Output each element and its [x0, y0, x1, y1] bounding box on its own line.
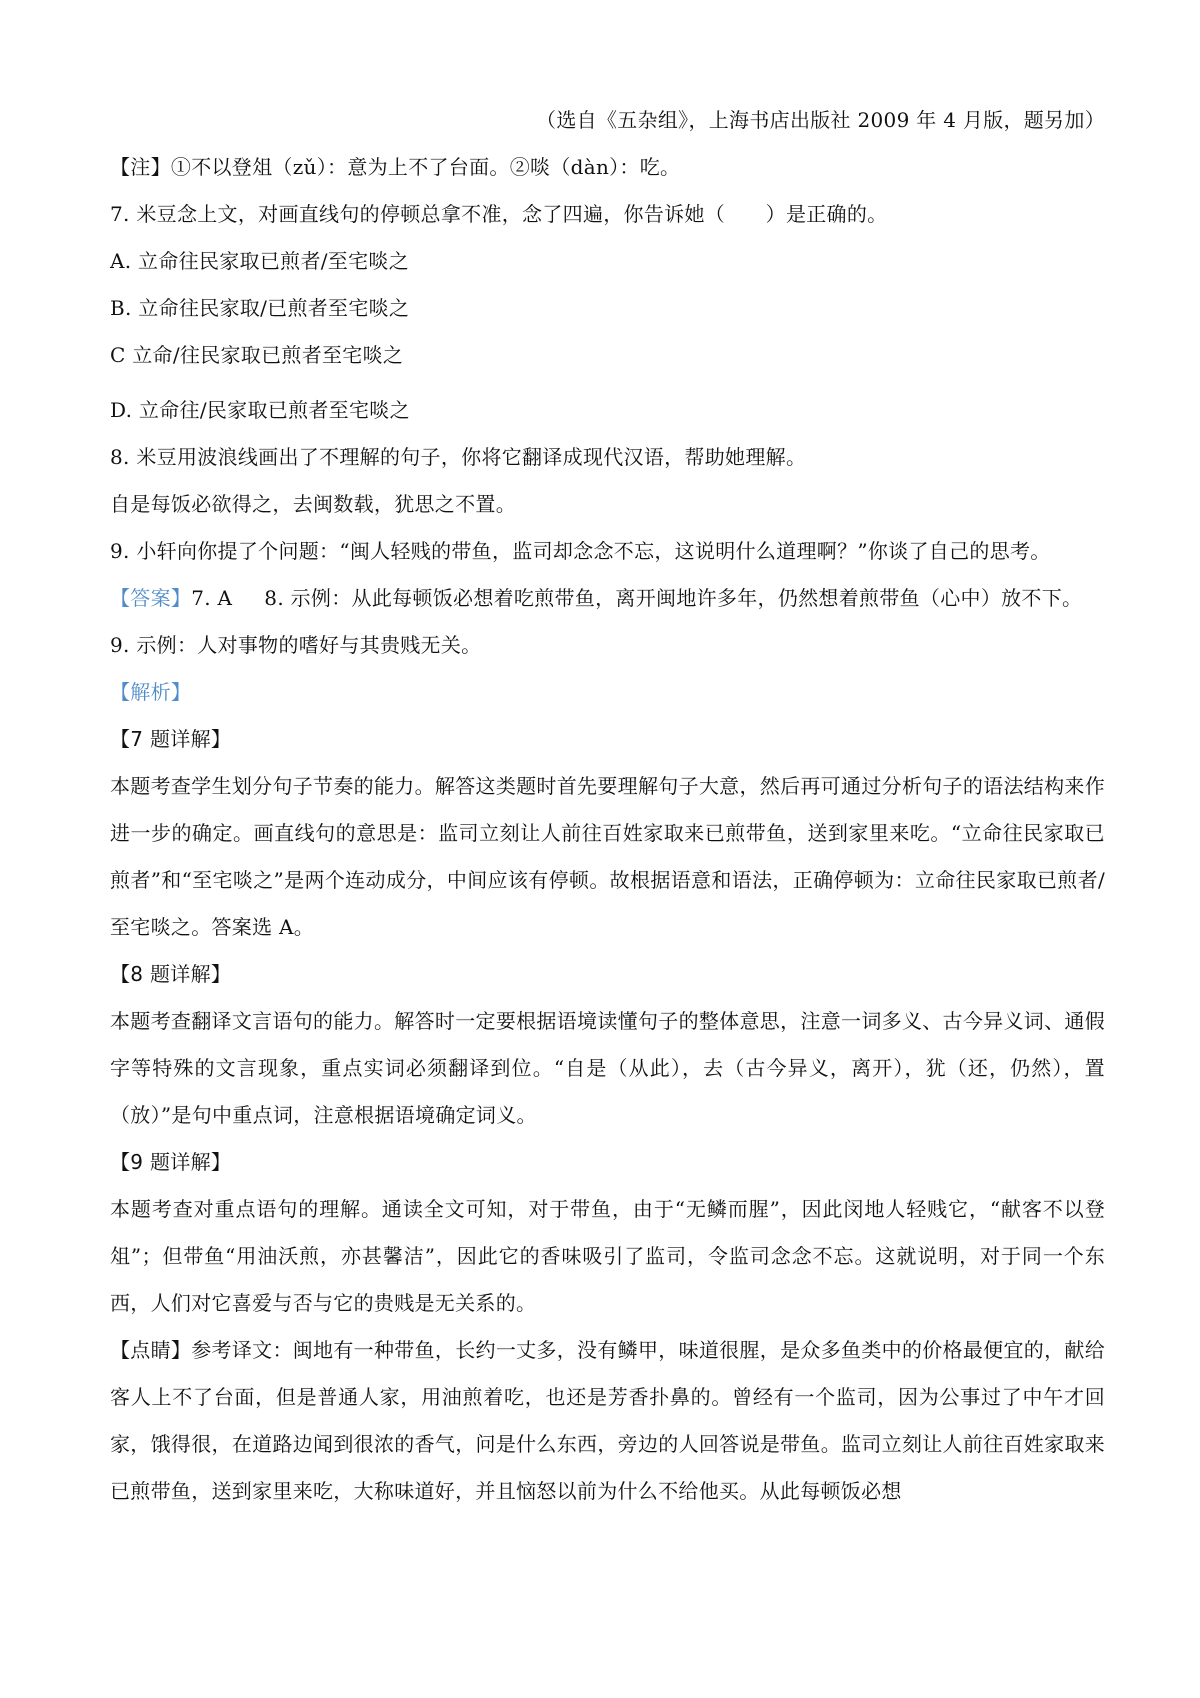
- detail-8-text: 本题考查翻译文言语句的能力。解答时一定要根据语境读懂句子的整体意思，注意一词多义、古今异义词、通假字等特殊的文言现象，重点实词必须翻译到位。“自是（从此），去（古今异义，离开），犹（还，仍然），置（放）”是句中重点词，注意根据语境确定词义。: [110, 1009, 1105, 1127]
- annotation-note: 【注】①不以登俎（zǔ）：意为上不了台面。②啖（dàn）：吃。: [110, 155, 681, 179]
- question-9-stem: 9. 小轩向你提了个问题：“闽人轻贱的带鱼，监司却念念不忘，这说明什么道理啊？”你谈了自己的思考。: [110, 539, 1051, 563]
- question-8-sentence: 自是每饭必欲得之，去闽数载，犹思之不置。: [110, 492, 516, 516]
- question-7-option-d: D. 立命往/民家取已煎者至宅啖之: [110, 398, 410, 422]
- detail-9-text: 本题考查对重点语句的理解。通读全文可知，对于带鱼，由于“无鳞而腥”，因此闵地人轻贱它，“献客不以登俎”；但带鱼“用油沃煎，亦甚馨洁”，因此它的香味吸引了监司，令监司念念不忘。这就说明，对于同一个东西，人们对它喜爱与否与它的贵贱是无关系的。: [110, 1197, 1105, 1315]
- answer-line-1: [110, 575, 1105, 622]
- detail-9-title: 【9 题详解】: [110, 1150, 232, 1174]
- document-content: [110, 97, 1105, 1515]
- option-spacing: [110, 379, 1105, 387]
- question-7-option-a: A. 立命往民家取已煎者/至宅啖之: [110, 249, 409, 273]
- answer-8: 8. 示例：从此每顿饭必想着吃煎带鱼，离开闽地许多年，仍然想着煎带鱼（心中）放不下。: [264, 586, 1083, 610]
- detail-7-text: 本题考查学生划分句子节奏的能力。解答这类题时首先要理解句子大意，然后再可通过分析句子的语法结构来作进一步的确定。画直线句的意思是：监司立刻让人前往百姓家取来已煎带鱼，送到家里来吃。“立命往民家取已煎者”和“至宅啖之”是两个连动成分，中间应该有停顿。故根据语意和语法，正确停顿为：立命往民家取已煎者/至宅啖之。答案选 A。: [110, 774, 1105, 939]
- question-7-stem: 7. 米豆念上文，对画直线句的停顿总拿不准，念了四遍，你告诉她（ ）是正确的。: [110, 202, 888, 226]
- analysis-heading: [110, 669, 1105, 716]
- dianjing-translation: 【点睛】参考译文：闽地有一种带鱼，长约一丈多，没有鳞甲，味道很腥，是众多鱼类中的价格最便宜的，献给客人上不了台面，但是普通人家，用油煎着吃，也还是芳香扑鼻的。曾经有一个监司，因为公事过了中午才回家，饿得很，在道路边闻到很浓的香气，问是什么东西，旁边的人回答说是带鱼。监司立刻让人前往百姓家取来已煎带鱼，送到家里来吃，大称味道好，并且恼怒以前为什么不给他买。从此每顿饭必想: [110, 1338, 1105, 1503]
- question-7-option-b: B. 立命往民家取/已煎者至宅啖之: [110, 296, 410, 320]
- source-citation: （选自《五杂组》，上海书店出版社 2009 年 4 月版，题另加）: [536, 108, 1105, 132]
- detail-7-title: 【7 题详解】: [110, 727, 232, 751]
- answer-9: 9. 示例：人对事物的嗜好与其贵贱无关。: [110, 633, 482, 657]
- question-7-option-c: C 立命/往民家取已煎者至宅啖之: [110, 343, 404, 367]
- question-8-stem: 8. 米豆用波浪线画出了不理解的句子，你将它翻译成现代汉语，帮助她理解。: [110, 445, 807, 469]
- answer-7: 7. A: [191, 586, 233, 610]
- detail-8-title: 【8 题详解】: [110, 962, 232, 986]
- analysis-label: 【解析】: [110, 680, 192, 704]
- answer-label: 【答案】: [110, 586, 192, 610]
